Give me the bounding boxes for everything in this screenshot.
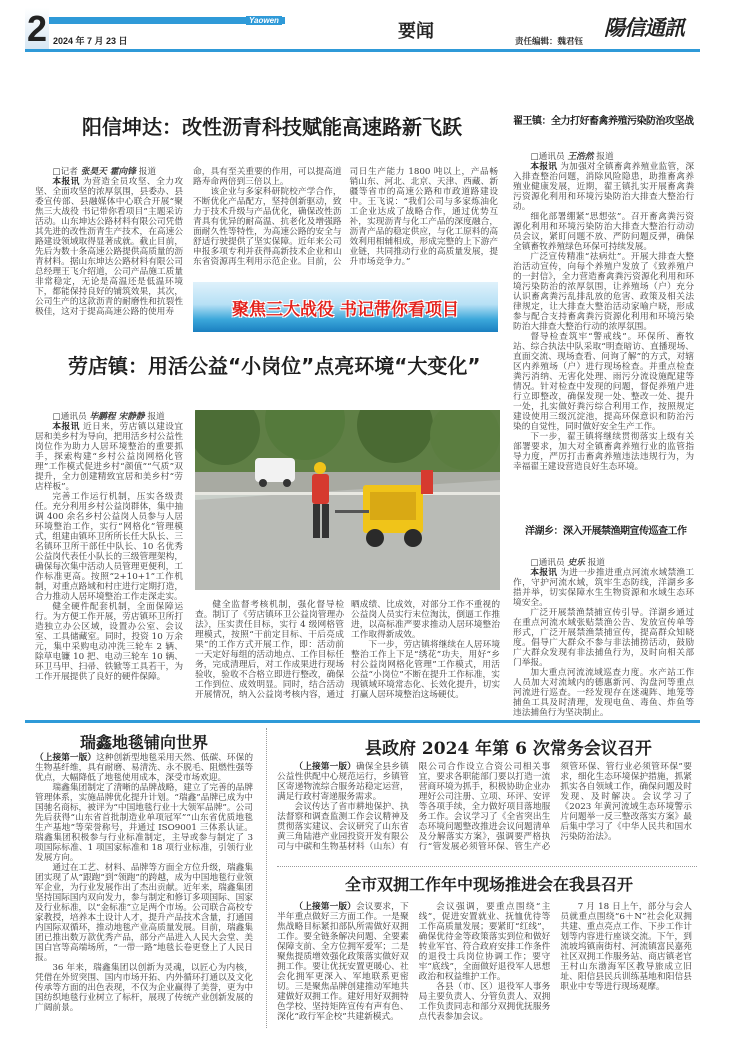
article-body: [513, 152, 694, 472]
paragraph-group: [513, 212, 694, 472]
paragraph-group: [513, 608, 694, 718]
byline-names: 王浩然: [567, 152, 594, 162]
byline-suffix: 报道: [596, 152, 614, 162]
byline: [513, 152, 694, 162]
paragraph-continued: 命，具有至关重要的作用，可以提高道路寿命两倍到三倍以上。: [193, 167, 342, 187]
paragraph-text: 这种创新型地毯采用天然、低碳、环保的生物基纤维，具有耐磨、易清洗、永不脱毛、阻燃性强等优点，大幅降低了地毯使用成本，深受市场欢迎。: [35, 753, 254, 783]
paragraph: [35, 177, 183, 317]
paragraph: [35, 753, 253, 783]
paragraph: 加大重点河流流域巡查力度。水产站工作人员加大对流域内的德惠新河、沟盘河等重点河流进行巡查。一经发现存在迷魂阵、地笼等捕鱼工具及时清理，发现电鱼、毒鱼、炸鱼等违法捕鱼行为坚决制止。: [513, 668, 694, 718]
paragraph-group: [195, 600, 500, 700]
byline-suffix: 报道: [138, 167, 157, 177]
page-number: 2: [26, 8, 48, 49]
paragraph: [277, 902, 409, 1022]
paragraph-group: [35, 492, 183, 682]
newspaper-logo: 陽信通訊: [604, 15, 684, 40]
article-body: [35, 412, 183, 682]
paragraph: 该企业与多家科研院校产学合作，不断优化产品配方，坚持创新驱动，致力于技术升级与产品优化，确保改性沥青具有优异的耐高温、抗老化及增强路面耐久性等特性，为高速公路的安全与舒适行驶提供了坚实保障。近年来公司申报多项专利并获得高新技术企业和山东省资源再生利用示范企业。目前，公司日生产能力 1800 吨以上，产品畅销山东、河北、北京、天津、西藏、新疆等省市的高速公路和市政道路建设中。王飞说：“我们公司与多家炼油化工企业达成了战略合作，通过优势互补，实现沥青与化工产品的深度融合，沥青产品的稳定供应，与化工原料的高效利用相辅相成，形成完整的上下游产业链，共同推动行业的高质量发展，提升市场竞争力。”: [193, 167, 498, 267]
paragraph: 会议传达了省市耕地保护、执法督察和调查监测工作会议精神及贯彻落实建议、会议研究了山东省黄三角陆港产业园投资开发有限公司与中碳和生物基材料（山东）有限公司合作设立合资公司相关事宜，要求各职能部门要以打造一流营商环境为抓手，积极协助企业办理好公司注册、立项、环评、安评等各项手续，全力做好项目落地服务工作。会议学习了《全省突出生态环境问题整改推进会议问题清单及分解落实方案》，强调要严格执行“管发展必须管环保、管生产必须管环保、管行业必须管环保”要求，细化生态环境保护措施，抓紧抓实各自领域工作，确保问题及时发现、及时解决。会议学习了《2023 年黄河流域生态环境警示片问题举一反三整改落实方案》最后集中学习了《中华人民共和国水污染防治法》。: [277, 762, 692, 852]
banner-text: 聚焦三大战役 书记带你看项目: [232, 300, 459, 320]
byline-prefix: □通讯员: [530, 152, 565, 162]
paragraph: [35, 422, 183, 492]
article-title: 县政府 2024 年第 6 次常务会议召开: [365, 739, 652, 759]
section-title: 要闻: [398, 21, 434, 42]
article-title: 劳店镇：用活公益“小岗位”点亮环境“大变化”: [68, 354, 481, 378]
article-title: 翟王镇：全力打好畜禽养殖污染防治攻坚战: [513, 116, 694, 127]
paragraph: [513, 162, 694, 212]
paragraph: 各县（市、区）退役军人事务局主要负责人、分管负责人、双拥工作负责同志和部分双拥优抚服务点代表参加会议。: [418, 982, 551, 1022]
paragraph-group: [35, 783, 253, 1013]
paragraph: [513, 568, 694, 608]
lead-label: 本报讯: [530, 162, 558, 172]
paragraph: 36 年来，瑞鑫集团以创新为灵魂，以匠心为内核，凭借在外贸突围、国内市场开拓、内外循环打通以及文化传承等方面的出色表现，不仅为企业赢得了美誉，更为中国纺织地毯行业树立了标杆，展现了传统产业创新发展的广阔前景。: [35, 963, 253, 1013]
byline-prefix: □通讯员: [530, 558, 565, 568]
lead-label: （上接第一版）: [294, 762, 356, 772]
paragraph: 健全硬件配套机制，全面保障运行。为方便工作开展，劳店镇环卫所打造独立办公区域，设置办公室、会议室、工具储藏室。同时，投资 10 万余元，集中采购电动冲洗三轮车 2 辆、除草电镰 10 把、电动三轮车 10 辆、环卫马甲、扫帚、铁锨等工具若干，为工作开展提供了良好的硬件保障。: [35, 602, 183, 682]
article-body: [35, 167, 183, 317]
byline: [35, 167, 183, 177]
paragraph-group: [419, 902, 692, 1022]
campaign-banner: [193, 282, 498, 332]
paragraph: 督导检查筑牢“警戒线”。环保所、畜牧站、综合执法中队采取“明查暗访、直播现场、直面交流、现场查看、问询了解”的方式，对辖区内养殖场（户）进行现场检查。并重点检查粪污消纳、无害化处理、雨污分流设施配建等情况。针对检查中发现的问题，督促养殖户进行立即整改，确保发现一处、整改一处、提升一处，扎实做好粪污综合利用工作，按照规定建设使用三级沉淀池，提高环保意识和防治污染的自觉性，同时做好安全生产工作。: [513, 332, 694, 432]
byline-prefix: □记者: [52, 167, 78, 177]
paragraph-text: 近日来，劳店镇以建设宜居和美乡村为导向，把用活乡村公益性岗位作为助力人居环境整治的重要抓手，探索构建“乡村公益岗网格化管理”工作模式促进乡村“颜值”“气质”双提升，全力创建精致宜居和美乡村“劳店样板”。: [35, 422, 184, 492]
article-body: [35, 753, 253, 1013]
issue-date: 2024 年 7 月 23 日: [53, 36, 128, 46]
news-photo: [195, 410, 500, 590]
lead-label: 本报讯: [52, 422, 80, 432]
byline-names: 史乐: [567, 558, 585, 568]
article-body: [513, 558, 694, 718]
article-body: [277, 762, 692, 852]
article-body: [277, 902, 692, 1022]
paragraph-text: 会议要求，下半年重点做好三方面工作。一是聚焦战略目标紧扣部队所需做好双拥工作。要全链条解决问题、全要素保障支前、全方位拥军爱军；二是聚焦提质增效强化政策落实做好双拥工作。要让优抚安置更暖心、社会化拥军更深入、军地联系更密切。三是聚焦品牌创建推动军地共建做好双拥工作。建好用好双拥特色学校、坚持矩阵宣传有声有色、深化“政行军企校”共建新模式。: [277, 902, 409, 1022]
byline-names: 毕鹏程 宋静静: [89, 412, 145, 422]
byline: [513, 558, 694, 568]
byline-suffix: 报道: [587, 558, 605, 568]
column-divider: [266, 728, 267, 1028]
byline-names: 张昊天 霍向锋: [80, 167, 136, 177]
paragraph: 下一步，劳店镇将继续在人居环境整治工作上下足“绣花”功夫，用好“乡村公益岗网格化管理”工作模式，用活公益“小岗位”不断在提升工作标准，实现镇域环境常态化、长效化提升，切实打赢人居环境整治这场硬仗。: [351, 640, 500, 700]
article-body-lower: [195, 600, 500, 700]
paragraph: 广泛宣传精准“祛病灶”。开展大排查大整治活动宣传，向每个养殖户发放了《致养殖户的一封信》，全力营造畜禽粪污资源化利用和环境污染防治的浓厚氛围，让养殖场（户）充分认识畜禽粪污乱排乱放的危害、政策及相关法律规定，让大排查大整治活动家喻户晓，形成参与配合支持畜禽粪污资源化利用和环境污染防治大排查大整治行动的浓厚氛围。: [513, 252, 694, 332]
paragraph: 瑞鑫集团制定了清晰的品牌战略，建立了完善的品牌管理体系，实施品牌优化提升计划。“瑞鑫”品牌已成为中国驰名商标，被评为“中国地毯行业十大领军品牌”。公司先后获得“山东省首批制造业单项冠军”“山东省优质地毯生产基地”等荣誉称号，并通过 ISO9001 三体系认证。瑞鑫集团积极参与行业标准制定，主导或参与制定了 3 项国际标准、1 项国家标准和 18 项行业标准，引领行业发展方向。: [35, 783, 253, 863]
article-title: 洋湖乡：深入开展禁渔期宣传巡查工作: [525, 526, 687, 537]
lead-label: 本报讯: [530, 568, 558, 578]
paragraph: 7 月 18 日上午，部分与会人员就重点围绕“6＋N”社会化双拥共建、重点亮点工作、下步工作计划等内容进行座谈交流。下午，到流坡坞镇南街村、河流镇富民嘉苑社区双拥工作服务站、商店镇老官王村山东渤海军区教导旅成立旧址、阳信县民兵训练基地和阳信县职业中专等进行现场观摩。: [560, 902, 692, 992]
header-rule: [25, 49, 700, 52]
paragraph: 通过在工艺、材料、品牌等方面全方位升级，瑞鑫集团实现了从“跟跑”到“领跑”的跨越，成为中国地毯行业领军企业，为行业发展作出了杰出贡献。近年来，瑞鑫集团坚持国际国内双向发力，参与制定和修订多项国际、国家及行业标准，以“金标准”立足两个市场。公司联合高校专家教授，培养本土设计人才，提升产品技术含量，打通国内国际双循环，推动地毯产业高质量发展。目前，瑞鑫集团已推出数万款优秀产品，部分产品进入人民大会堂、美国白宫等高端场所，“一带一路”地毯长卷更登上了人民日报。: [35, 863, 253, 963]
editor-credit: 责任编辑：魏君钰: [515, 37, 584, 47]
paragraph: 广泛开展禁渔禁捕宣传引导。洋湖乡通过在重点河流水域张贴禁渔公告、发放宣传单等形式，广泛开展禁渔禁捕宣传，提高群众知晓度。倡导广大群众不参与非法捕捞活动，鼓励广大群众发现有非法捕鱼行为，及时向相关部门举报。: [513, 608, 694, 668]
paragraph: 完善工作运行机制，压实各级责任。充分利用乡村公益岗群体，集中抽调 400 余名乡村公益岗人员参与人居环境整治工作，实行“网格化”管理模式，组建由镇环卫所所长任大队长、三名镇环卫所干部任中队长、10 名优秀公益岗代表任小队长的三级管理架构，确保每次集中活动人员管理更便利，工作标准更高。按照“2+10+1”工作机制，对重点路域和村庄进行定期打造，合力推动人居环境整治工作走深走实。: [35, 492, 183, 602]
paragraph-text: 为加强对全镇畜禽养殖业监管，深入排查整治问题，消除风险隐患，助推畜禽养殖业健康发展，近期，翟王镇扎实开展畜禽粪污资源化利用和环境污染防治大排查大整治行动。: [513, 162, 695, 212]
paragraph: 下一步，翟王镇将继续贯彻落实上级有关部署要求，加大对全镇畜禽养殖行业的监管指导力度，严厉打击畜禽养殖违法违规行为，为幸福翟王建设营造良好生态环境。: [513, 432, 694, 472]
paragraph: 细化部署绷紧“思想弦”。召开畜禽粪污资源化利用和环境污染防治大排查大整治行动动员会议，紧盯问题不放、严防问题反弹，确保全镇畜牧养殖绿色环保可持续发展。: [513, 212, 694, 252]
paragraph: 会议强调，要重点围绕“主线”，促进安置就业、抚恤优待等工作高质量发展；要紧盯“红线”，确保优待金等政策落实到位和做好转业军官、符合政府安排工作条件的退役士兵岗位协调工作；要守牢“底线”，全面做好退役军人思想政治和权益维护工作。: [418, 902, 551, 982]
paragraph: [277, 762, 409, 802]
section-en: Yaowen: [246, 16, 282, 25]
article-body-continued: [193, 167, 498, 267]
article-title: 阳信坤达：改性沥青科技赋能高速路新飞跃: [82, 115, 462, 139]
paragraph-text: 为进一步推进重点河流水域禁渔工作，守护河流水域，筑牢生态防线，洋湖乡多措并举，切实保障水生生物资源和水域生态环境安全。: [513, 568, 695, 608]
byline: [35, 412, 183, 422]
paragraph-text: 确保全县乡镇公益性供配中心规范运行，乡镇管区寄递物流综合服务站稳定运营，满足行政村寄递服务需求。: [277, 762, 409, 802]
byline-suffix: 报道: [147, 412, 165, 422]
section-divider-dotted: [277, 866, 697, 867]
lead-label: （上接第一版）: [35, 753, 97, 763]
lead-label: 本报讯: [52, 177, 80, 187]
article-title: 全市双拥工作年中现场推进会在我县召开: [345, 875, 634, 894]
paragraph-text: 为营造全员攻坚、全力攻坚、全面攻坚的浓厚氛围，县委办、县委宣传部、县融媒体中心联合开展“聚焦三大战役 书记带你看项目”主题采访活动。山东坤达公路材料有限公司凭借其先进的改性沥青生产技术，在高速公路建设领域取得显著成就。截止目前，先后为数十条高速公路提供高质量的沥青材料。据山东坤达公路材料有限公司总经理王飞介绍道，公司产品施工质量非常稳定，无论是高温还是低温环境下，都能保持良好的铺筑效果，其次，公司生产的这款沥青的耐磨性和抗裂性极佳，这对于提高高速公路的使用寿: [35, 177, 184, 317]
section-divider: [25, 720, 700, 723]
byline-prefix: □通讯员: [52, 412, 87, 422]
lead-label: （上接第一版）: [294, 902, 356, 912]
paragraph: 健全监督考核机制，强化督导检查。制订了《劳店镇环卫公益岗管理办法》，压实责任目标，实行 4 级网格管理模式，按照“干前定目标、干后亮成果”的工作方式开展工作，即：活动前一天定好每组的活动地点、工作目标任务，完成清理后，对工作成果进行现场验收，验收不合格立即进行整改，确保工作到位、成效明显。同时，结合活动开展情况，纳入公益岗考核内容，通过晒成绩、比成效，对部分工作不重视的公益岗人员实行末位淘汰，倒逼工作推进，以高标准严要求推动人居环境整治工作取得新成效。: [195, 600, 500, 700]
article-title: 瑞鑫地毯铺向世界: [80, 733, 209, 752]
